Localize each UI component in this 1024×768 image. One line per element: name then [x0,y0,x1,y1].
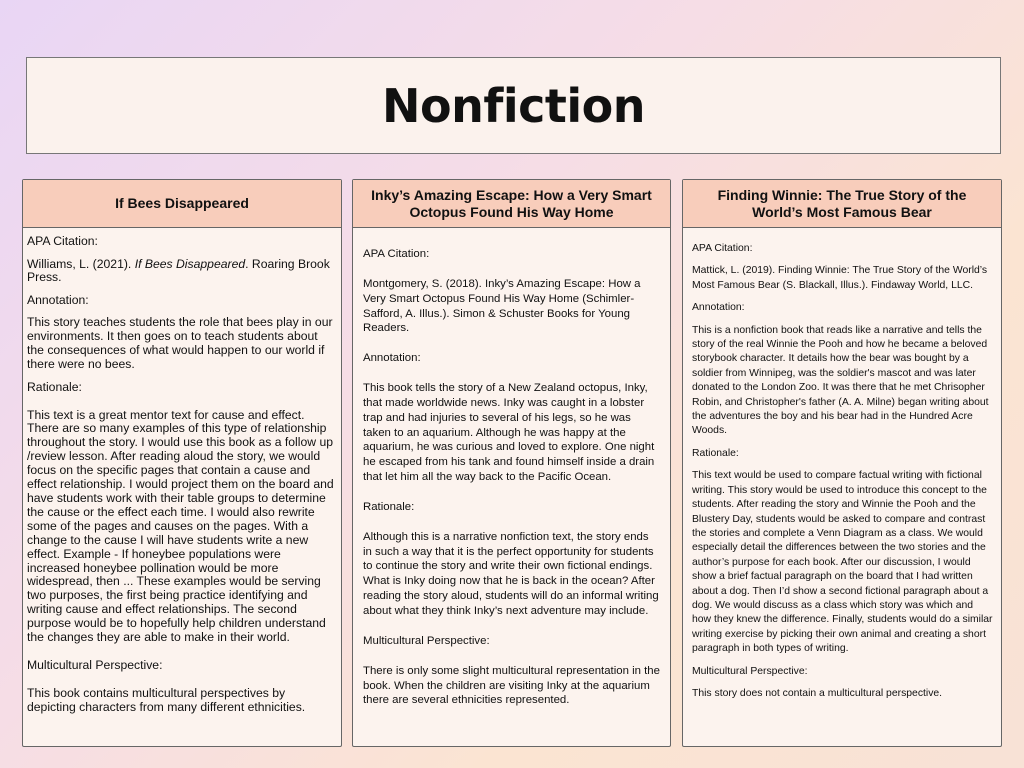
multicultural-text: This story does not contain a multicultural perspective. [692,687,943,699]
book-details [683,228,1001,701]
annotation-label: Annotation: [363,352,421,365]
apa-citation-label: APA Citation: [27,234,98,248]
apa-citation-label: APA Citation: [692,243,753,254]
rationale-label: Rationale: [27,379,82,394]
book-title: Finding Winnie: The True Story of the World’s Most Famous Bear [683,180,1001,228]
book-title: If Bees Disappeared [23,180,341,228]
multicultural-label: Multicultural Perspective: [692,665,808,677]
rationale-label: Rationale: [692,447,739,459]
multicultural-label: Multicultural Perspective: [363,634,490,647]
annotation-label: Annotation: [692,302,745,314]
citation-publisher: . Roaring Brook Press. [27,256,330,285]
rationale-text: Although this is a narrative nonfiction text, the story ends in such a way that it is the perfect opportunity for students to continue the story and write their own fictional endings. What is Inky doing now that he is back in the ocean? After reading the story aloud, students will do an informal writing about what they think Inky’s next adventure may include. [363,530,659,618]
book-card-inkys-amazing-escape [352,179,671,747]
annotation-text: This is a nonfiction book that reads like a narrative and tells the story of the real Winnie the Pooh and how he became a beloved storybook character. It details how the bear was bought by a soldier from Winnipeg, was the soldier's mascot and was later donated to the London Zoo. It was there that he met Chrisopher Robin, and Christopher's father (A. A. Milne) began writing about the adventures the boy and his bear had in the Hundred Acre Woods. [692,324,989,437]
apa-citation-label: APA Citation: [363,248,430,260]
citation-text: Montgomery, S. (2018). Inky’s Amazing Escape: How a Very Smart Octopus Found His Way Home (Schimler-Safford, A. Illus.). Simon & Schuster Books for Young Readers. [363,277,641,335]
rationale-text: This text is a great mentor text for cause and effect. There are so many examples of this type of relationship throughout the story. I would use this book as a follow up /review lesson. After reading aloud the story, we would focus on the specific pages that contain a cause and effect relationship. I would project them on the board and have students work with their table groups to determine the cause or the effect each time. I would also rewrite some of the pages and causes on the pages. With a change to the cause I will have students write a new effect. Example - If honeybee populations were increased honeybee pollination would be more widespread, then ... These examples would be serving two purposes, the first being practice identifying and writing cause and effect relationships. The second purpose would be to hopefully help children understand the changes they are able to make in their world. [27,407,334,645]
annotation-label: Annotation: [27,292,89,307]
annotation-text: This book tells the story of a New Zealand octopus, Inky, that made worldwide news. Inky was caught in a lobster trap and had injuries to several of his legs, so he was taken to an aquarium. Although he was happy at the aquarium, he was curious and loved to explore. One night he escaped from his tank and found himself inside a drain that let him all the way back to the Pacific Ocean. [363,381,655,484]
multicultural-text: There is only some slight multicultural representation in the book. When the children are visiting Inky at the aquarium there are several ethnicities represented. [363,664,660,707]
book-card-if-bees-disappeared [22,179,342,747]
page-title: Nonfiction [381,78,645,133]
book-title: Inky’s Amazing Escape: How a Very Smart Octopus Found His Way Home [353,180,670,228]
book-details [23,228,341,715]
book-card-finding-winnie [682,179,1002,747]
rationale-text: This text would be used to compare factual writing with fictional writing. This story would be used to introduce this concept to the students. After reading the story and Winnie the Pooh and the Blustery Day, students would be asked to compare and contrast the stories and complete a Venn Diagram as a class. We would especially detail the differences between the two stories and the author’s purpose for each book. After our discussion, I would show a brief factual paragraph on the board that I had written about a dog. Then I’d show a second fictional paragraph about a dog. We would discuss as a class which story was which and how they knew the difference. Finally, students would do a similar writing exercise by picking their own animal and creating a short paragraph in both types of writing. [692,470,993,655]
citation-title: If Bees Disappeared [134,256,246,271]
multicultural-text: This book contains multicultural perspectives by depicting characters from many different ethnicities. [27,685,306,714]
book-details [353,228,670,708]
citation-text [27,258,337,286]
citation-text: Mattick, L. (2019). Finding Winnie: The True Story of the World’s Most Famous Bear (S. Blackall, Illus.). Findaway World, LLC. [692,265,988,291]
citation-author: Williams, L. (2021). [27,256,135,271]
annotation-text: This story teaches students the role that bees play in our environments. It then goes on to teach students about the consequences of what would happen to our world if there were no bees. [27,315,333,372]
title-banner [26,57,1001,154]
rationale-label: Rationale: [363,500,415,513]
multicultural-label: Multicultural Perspective: [27,657,163,672]
